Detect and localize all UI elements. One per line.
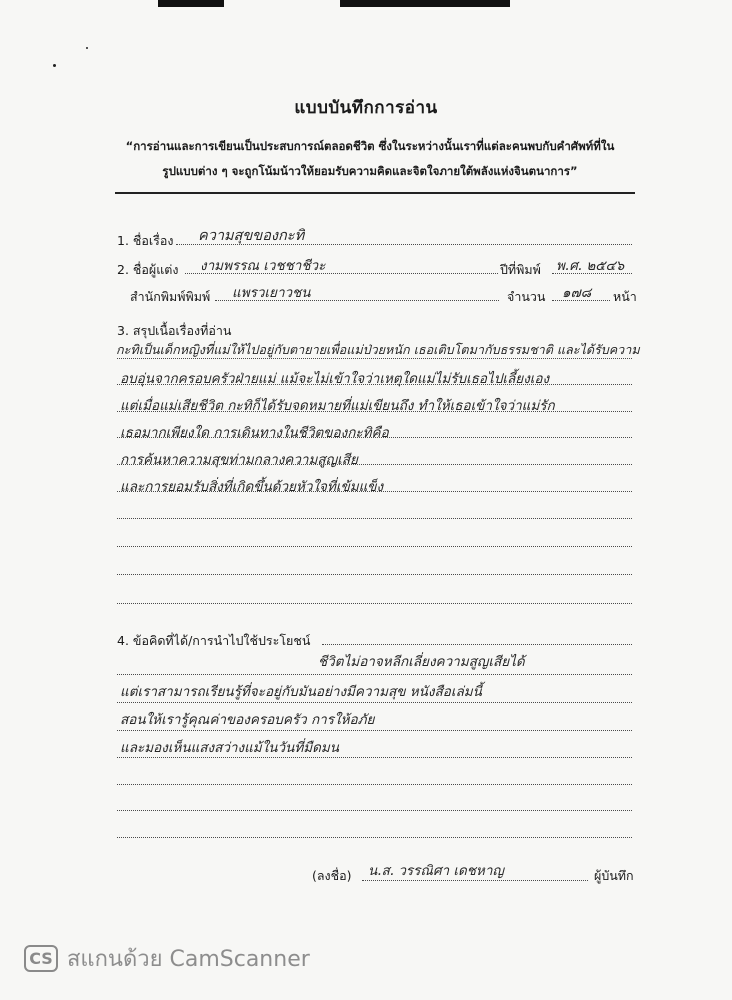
- writing-line: [117, 837, 632, 838]
- summary-line-2: อบอุ่นจากครอบครัวฝ่ายแม่ แม้จะไม่เข้าใจว่าเหตุใดแม่ไม่รับเธอไปเลี้ยงเอง: [120, 371, 550, 387]
- summary-line-4: เธอมากเพียงใด การเดินทางในชีวิตของกะทิคือ: [120, 425, 389, 441]
- publisher-label: สำนักพิมพ์พิมพ์: [130, 289, 211, 304]
- camscanner-text: สแกนด้วย CamScanner: [67, 947, 310, 972]
- reflection-label: 4. ข้อคิดที่ได้/การนำไปใช้ประโยชน์: [117, 633, 311, 648]
- signature-name: น.ส. วรรณิศา เดชหาญ: [368, 863, 504, 879]
- scan-edge-mark: [158, 0, 224, 7]
- scan-speck: [53, 64, 56, 67]
- story-value: ความสุขของกะทิ: [198, 228, 305, 244]
- writing-line: [117, 810, 632, 811]
- writing-line: [117, 546, 632, 547]
- summary-line-5: การค้นหาความสุขท่ามกลางความสูญเสีย: [120, 452, 358, 468]
- form-quote-line-1: “การอ่านและการเขียนเป็นประสบการณ์ตลอดชีวิต ซึ่งในระหว่างนั้นเราที่แต่ละคนพบกับคำศัพท์ที่ใน: [125, 139, 615, 153]
- writing-line: [117, 730, 632, 731]
- story-label: 1. ชื่อเรื่อง: [117, 233, 174, 248]
- writing-line: [117, 674, 632, 675]
- summary-label: 3. สรุปเนื้อเรื่องที่อ่าน: [117, 323, 232, 338]
- scan-speck: [86, 47, 88, 49]
- author-label: 2. ชื่อผู้แต่ง: [117, 262, 179, 277]
- summary-line-3: แต่เมื่อแม่เสียชีวิต กะทิก็ได้รับจดหมายที่แม่เขียนถึง ทำให้เธอเข้าใจว่าแม่รัก: [120, 398, 555, 414]
- publisher-value: แพรวเยาวชน: [232, 285, 311, 301]
- summary-line-1: กะทิเป็นเด็กหญิงที่แม่ให้ไปอยู่กับตายายเพื่อแม่ป่วยหนัก เธอเติบโตมากับธรรมชาติ และได้รับความ: [116, 342, 640, 357]
- scan-edge-mark: [340, 0, 510, 7]
- pages-unit: หน้า: [613, 289, 637, 304]
- reflection-line-1: ชีวิตไม่อาจหลีกเลี่ยงความสูญเสียได้: [318, 654, 525, 670]
- writing-line: [322, 644, 632, 645]
- year-value: พ.ศ. ๒๕๔๖: [556, 258, 625, 274]
- author-value: งามพรรณ เวชชาชีวะ: [200, 258, 326, 274]
- signature-label: (ลงชื่อ): [312, 868, 352, 883]
- camscanner-logo-icon: CS: [24, 945, 58, 972]
- writing-line: [117, 574, 632, 575]
- year-label: ปีที่พิมพ์: [500, 262, 541, 277]
- writing-line: [117, 518, 632, 519]
- reflection-line-4: และมองเห็นแสงสว่างแม้ในวันที่มืดมน: [120, 740, 340, 756]
- camscanner-watermark: [24, 941, 310, 976]
- form-quote-line-2: รูปแบบต่าง ๆ จะถูกโน้มน้าวให้ยอมรับความคิดและจิตใจภายใต้พลังแห่งจินตนาการ”: [162, 164, 578, 178]
- form-title: แบบบันทึกการอ่าน: [294, 98, 438, 118]
- pages-value: ๑๗๘: [562, 285, 592, 301]
- pages-label: จำนวน: [507, 289, 546, 304]
- writing-line: [117, 603, 632, 604]
- writing-line: [117, 702, 632, 703]
- writing-line: [117, 784, 632, 785]
- recorder-label: ผู้บันทึก: [594, 868, 634, 883]
- reflection-line-2: แต่เราสามารถเรียนรู้ที่จะอยู่กับมันอย่างมีความสุข หนังสือเล่มนี้: [120, 684, 482, 700]
- header-divider: [115, 192, 635, 194]
- reflection-line-3: สอนให้เรารู้คุณค่าของครอบครัว การให้อภัย: [120, 712, 375, 728]
- summary-line-6: และการยอมรับสิ่งที่เกิดขึ้นด้วยหัวใจที่เข้มแข็ง: [120, 479, 384, 495]
